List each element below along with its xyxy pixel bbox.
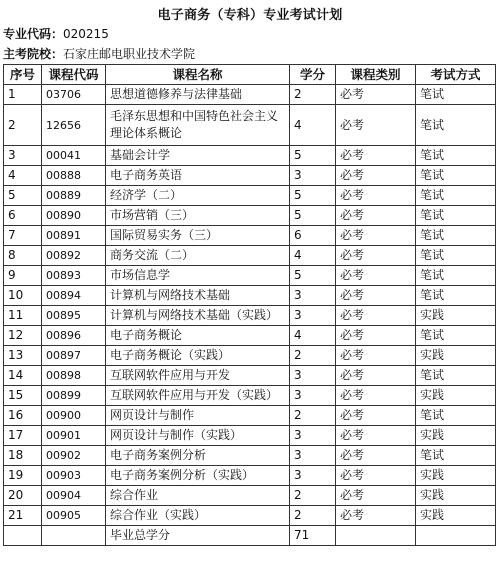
cell-no: 3 bbox=[4, 146, 42, 166]
cell-exam-method: 笔试 bbox=[416, 146, 496, 166]
total-row bbox=[4, 526, 496, 546]
cell-credits: 5 bbox=[290, 146, 336, 166]
cell-exam-method: 笔试 bbox=[416, 166, 496, 186]
cell-credits: 4 bbox=[290, 105, 336, 146]
cell-course-name: 综合作业 bbox=[106, 486, 290, 506]
cell-category: 必考 bbox=[336, 486, 416, 506]
header-code: 课程代码 bbox=[42, 65, 106, 85]
table-row bbox=[4, 146, 496, 166]
total-cell-empty bbox=[42, 526, 106, 546]
cell-code: 00893 bbox=[42, 266, 106, 286]
cell-course-name: 商务交流（二） bbox=[106, 246, 290, 266]
cell-credits: 2 bbox=[290, 486, 336, 506]
school-line bbox=[3, 45, 195, 62]
cell-category: 必考 bbox=[336, 226, 416, 246]
table-row bbox=[4, 446, 496, 466]
cell-code: 00892 bbox=[42, 246, 106, 266]
cell-category: 必考 bbox=[336, 346, 416, 366]
cell-no: 7 bbox=[4, 226, 42, 246]
cell-code: 00905 bbox=[42, 506, 106, 526]
cell-credits: 3 bbox=[290, 466, 336, 486]
cell-category: 必考 bbox=[336, 406, 416, 426]
cell-category: 必考 bbox=[336, 426, 416, 446]
cell-exam-method: 实践 bbox=[416, 306, 496, 326]
cell-credits: 3 bbox=[290, 166, 336, 186]
cell-course-name: 市场营销（三） bbox=[106, 206, 290, 226]
table-row bbox=[4, 306, 496, 326]
cell-code: 00901 bbox=[42, 426, 106, 446]
cell-code: 12656 bbox=[42, 105, 106, 146]
cell-exam-method: 实践 bbox=[416, 466, 496, 486]
cell-credits: 2 bbox=[290, 506, 336, 526]
cell-category: 必考 bbox=[336, 466, 416, 486]
cell-exam-method: 实践 bbox=[416, 486, 496, 506]
cell-credits: 3 bbox=[290, 306, 336, 326]
cell-exam-method: 笔试 bbox=[416, 105, 496, 146]
cell-category: 必考 bbox=[336, 186, 416, 206]
cell-course-name: 基础会计学 bbox=[106, 146, 290, 166]
total-credits: 71 bbox=[290, 526, 336, 546]
cell-course-name: 经济学（二） bbox=[106, 186, 290, 206]
cell-credits: 6 bbox=[290, 226, 336, 246]
cell-no: 17 bbox=[4, 426, 42, 446]
header-category: 课程类别 bbox=[336, 65, 416, 85]
cell-course-name: 综合作业（实践） bbox=[106, 506, 290, 526]
cell-no: 18 bbox=[4, 446, 42, 466]
total-cell-empty bbox=[336, 526, 416, 546]
cell-code: 00903 bbox=[42, 466, 106, 486]
cell-category: 必考 bbox=[336, 206, 416, 226]
table-row bbox=[4, 166, 496, 186]
cell-category: 必考 bbox=[336, 286, 416, 306]
cell-course-name: 国际贸易实务（三） bbox=[106, 226, 290, 246]
cell-exam-method: 笔试 bbox=[416, 406, 496, 426]
cell-category: 必考 bbox=[336, 166, 416, 186]
table-row bbox=[4, 186, 496, 206]
table-row bbox=[4, 366, 496, 386]
cell-category: 必考 bbox=[336, 105, 416, 146]
cell-code: 00897 bbox=[42, 346, 106, 366]
cell-code: 00898 bbox=[42, 366, 106, 386]
table-row bbox=[4, 246, 496, 266]
cell-exam-method: 笔试 bbox=[416, 446, 496, 466]
cell-category: 必考 bbox=[336, 326, 416, 346]
table-row bbox=[4, 286, 496, 306]
table-row bbox=[4, 466, 496, 486]
cell-code: 00896 bbox=[42, 326, 106, 346]
cell-no: 9 bbox=[4, 266, 42, 286]
cell-exam-method: 笔试 bbox=[416, 266, 496, 286]
cell-exam-method: 笔试 bbox=[416, 186, 496, 206]
cell-no: 12 bbox=[4, 326, 42, 346]
table-row bbox=[4, 85, 496, 105]
cell-course-name: 网页设计与制作 bbox=[106, 406, 290, 426]
cell-category: 必考 bbox=[336, 306, 416, 326]
cell-no: 5 bbox=[4, 186, 42, 206]
cell-no: 21 bbox=[4, 506, 42, 526]
cell-code: 00888 bbox=[42, 166, 106, 186]
document-title: 电子商务（专科）专业考试计划 bbox=[157, 8, 343, 23]
total-cell-empty bbox=[4, 526, 42, 546]
school-label: 主考院校： bbox=[3, 47, 64, 61]
cell-course-name: 电子商务英语 bbox=[106, 166, 290, 186]
cell-exam-method: 笔试 bbox=[416, 226, 496, 246]
cell-exam-method: 笔试 bbox=[416, 206, 496, 226]
cell-category: 必考 bbox=[336, 146, 416, 166]
cell-credits: 3 bbox=[290, 286, 336, 306]
cell-code: 00890 bbox=[42, 206, 106, 226]
cell-no: 6 bbox=[4, 206, 42, 226]
cell-code: 00902 bbox=[42, 446, 106, 466]
table-row bbox=[4, 426, 496, 446]
cell-course-name: 思想道德修养与法律基础 bbox=[106, 85, 290, 105]
cell-code: 00891 bbox=[42, 226, 106, 246]
cell-category: 必考 bbox=[336, 246, 416, 266]
cell-credits: 2 bbox=[290, 406, 336, 426]
cell-course-name: 毛泽东思想和中国特色社会主义理论体系概论 bbox=[106, 105, 290, 146]
cell-no: 15 bbox=[4, 386, 42, 406]
table-row bbox=[4, 105, 496, 146]
cell-credits: 4 bbox=[290, 326, 336, 346]
school-value: 石家庄邮电职业技术学院 bbox=[63, 47, 196, 61]
cell-course-name: 互联网软件应用与开发 bbox=[106, 366, 290, 386]
table-row bbox=[4, 226, 496, 246]
cell-code: 00895 bbox=[42, 306, 106, 326]
header-course-name: 课程名称 bbox=[106, 65, 290, 85]
table-header-row bbox=[4, 65, 496, 85]
total-label: 毕业总学分 bbox=[106, 526, 290, 546]
cell-code: 00899 bbox=[42, 386, 106, 406]
table-row bbox=[4, 386, 496, 406]
cell-code: 00041 bbox=[42, 146, 106, 166]
cell-category: 必考 bbox=[336, 386, 416, 406]
cell-no: 1 bbox=[4, 85, 42, 105]
cell-course-name: 电子商务概论 bbox=[106, 326, 290, 346]
cell-course-name: 市场信息学 bbox=[106, 266, 290, 286]
cell-no: 4 bbox=[4, 166, 42, 186]
cell-exam-method: 笔试 bbox=[416, 85, 496, 105]
cell-exam-method: 笔试 bbox=[416, 246, 496, 266]
cell-category: 必考 bbox=[336, 366, 416, 386]
cell-credits: 3 bbox=[290, 446, 336, 466]
cell-no: 8 bbox=[4, 246, 42, 266]
table-row bbox=[4, 406, 496, 426]
cell-code: 00894 bbox=[42, 286, 106, 306]
table-row bbox=[4, 206, 496, 226]
header-no: 序号 bbox=[4, 65, 42, 85]
cell-exam-method: 笔试 bbox=[416, 366, 496, 386]
cell-credits: 5 bbox=[290, 206, 336, 226]
cell-code: 00889 bbox=[42, 186, 106, 206]
cell-credits: 3 bbox=[290, 426, 336, 446]
cell-credits: 3 bbox=[290, 366, 336, 386]
cell-exam-method: 笔试 bbox=[416, 286, 496, 306]
cell-code: 03706 bbox=[42, 85, 106, 105]
major-code-label: 专业代码： bbox=[3, 27, 64, 41]
cell-credits: 5 bbox=[290, 266, 336, 286]
table-body bbox=[4, 85, 496, 526]
cell-course-name: 互联网软件应用与开发（实践） bbox=[106, 386, 290, 406]
major-code-line bbox=[3, 25, 109, 42]
cell-credits: 3 bbox=[290, 386, 336, 406]
cell-category: 必考 bbox=[336, 446, 416, 466]
table-row bbox=[4, 506, 496, 526]
cell-credits: 5 bbox=[290, 186, 336, 206]
exam-plan-table bbox=[3, 64, 496, 546]
cell-category: 必考 bbox=[336, 85, 416, 105]
cell-no: 13 bbox=[4, 346, 42, 366]
cell-code: 00904 bbox=[42, 486, 106, 506]
cell-code: 00900 bbox=[42, 406, 106, 426]
table-row bbox=[4, 326, 496, 346]
cell-no: 20 bbox=[4, 486, 42, 506]
cell-course-name: 电子商务案例分析 bbox=[106, 446, 290, 466]
cell-exam-method: 实践 bbox=[416, 426, 496, 446]
cell-course-name: 电子商务案例分析（实践） bbox=[106, 466, 290, 486]
cell-credits: 2 bbox=[290, 346, 336, 366]
cell-no: 10 bbox=[4, 286, 42, 306]
header-exam-method: 考试方式 bbox=[416, 65, 496, 85]
cell-credits: 2 bbox=[290, 85, 336, 105]
table-row bbox=[4, 486, 496, 506]
cell-exam-method: 实践 bbox=[416, 506, 496, 526]
table-row bbox=[4, 266, 496, 286]
cell-category: 必考 bbox=[336, 506, 416, 526]
cell-no: 2 bbox=[4, 105, 42, 146]
cell-exam-method: 笔试 bbox=[416, 326, 496, 346]
cell-no: 16 bbox=[4, 406, 42, 426]
cell-course-name: 计算机与网络技术基础 bbox=[106, 286, 290, 306]
cell-credits: 4 bbox=[290, 246, 336, 266]
header-credits: 学分 bbox=[290, 65, 336, 85]
cell-course-name: 网页设计与制作（实践） bbox=[106, 426, 290, 446]
table-row bbox=[4, 346, 496, 366]
major-code-value: 020215 bbox=[63, 27, 109, 41]
cell-no: 11 bbox=[4, 306, 42, 326]
cell-category: 必考 bbox=[336, 266, 416, 286]
cell-course-name: 计算机与网络技术基础（实践） bbox=[106, 306, 290, 326]
cell-no: 19 bbox=[4, 466, 42, 486]
cell-course-name: 电子商务概论（实践） bbox=[106, 346, 290, 366]
cell-exam-method: 实践 bbox=[416, 346, 496, 366]
cell-exam-method: 实践 bbox=[416, 386, 496, 406]
cell-no: 14 bbox=[4, 366, 42, 386]
total-cell-empty bbox=[416, 526, 496, 546]
